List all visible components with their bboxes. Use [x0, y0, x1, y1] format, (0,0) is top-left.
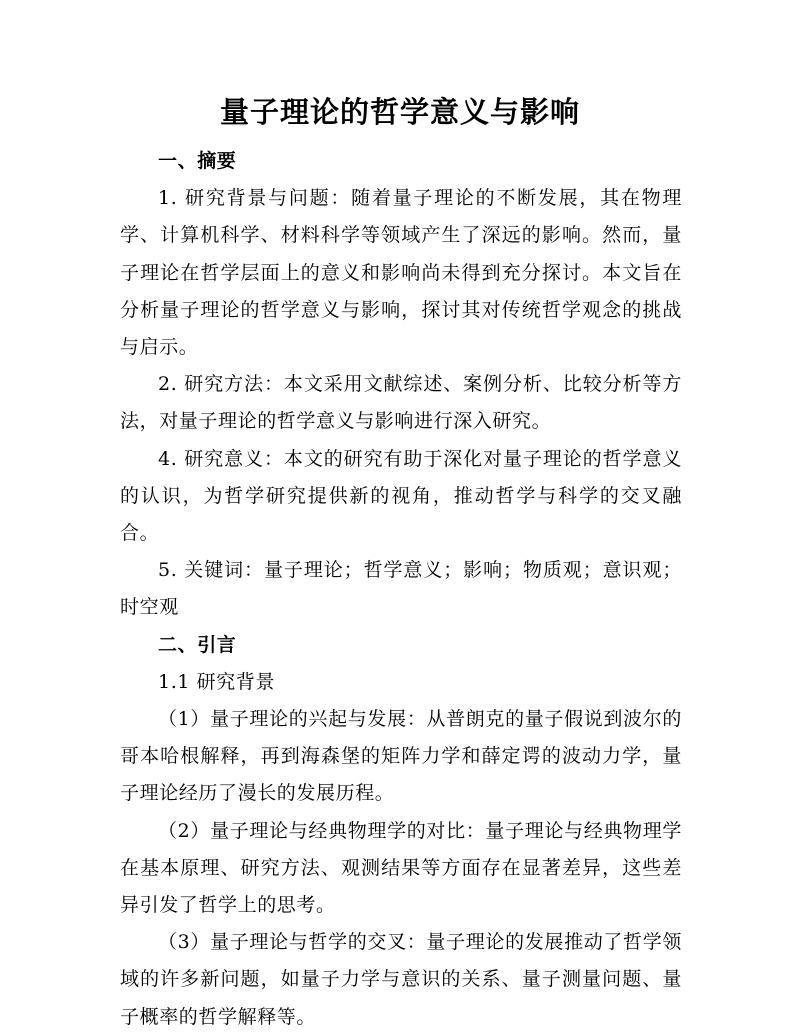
abstract-item-background: 1. 研究背景与问题：随着量子理论的不断发展，其在物理学、计算机科学、材料科学等领域产生了深远的影响。然而，量子理论在哲学层面上的意义和影响尚未得到充分探讨。本文旨在分析量子理论的哲学意义与影响，探讨其对传统哲学观念的挑战与启示。 — [120, 187, 682, 359]
section-heading-introduction: 二、引言 — [158, 633, 237, 656]
subsection-heading-background: 1.1 研究背景 — [158, 670, 276, 693]
document-title: 量子理论的哲学意义与影响 — [219, 95, 580, 129]
intro-item-philosophy-intersection: （3）量子理论与哲学的交叉：量子理论的发展推动了哲学领域的许多新问题，如量子力学与意识的关系、量子测量问题、量子概率的哲学解释等。 — [120, 931, 682, 1028]
document-body — [120, 143, 682, 1036]
section-heading-abstract: 一、摘要 — [158, 150, 237, 172]
intro-item-rise-development: （1）量子理论的兴起与发展：从普朗克的量子假说到波尔的哥本哈根解释，再到海森堡的矩阵力学和薛定谔的波动力学，量子理论经历了漫长的发展历程。 — [120, 708, 682, 805]
abstract-item-significance: 4. 研究意义：本文的研究有助于深化对量子理论的哲学意义的认识，为哲学研究提供新的视角，推动哲学与科学的交叉融合。 — [120, 447, 682, 545]
intro-item-classical-comparison: （2）量子理论与经典物理学的对比：量子理论与经典物理学在基本原理、研究方法、观测结果等方面存在显著差异，这些差异引发了哲学上的思考。 — [120, 819, 682, 917]
abstract-item-keywords: 5. 关键词：量子理论；哲学意义；影响；物质观；意识观；时空观 — [120, 559, 682, 619]
abstract-item-methods: 2. 研究方法：本文采用文献综述、案例分析、比较分析等方法，对量子理论的哲学意义与影响进行深入研究。 — [120, 373, 682, 433]
